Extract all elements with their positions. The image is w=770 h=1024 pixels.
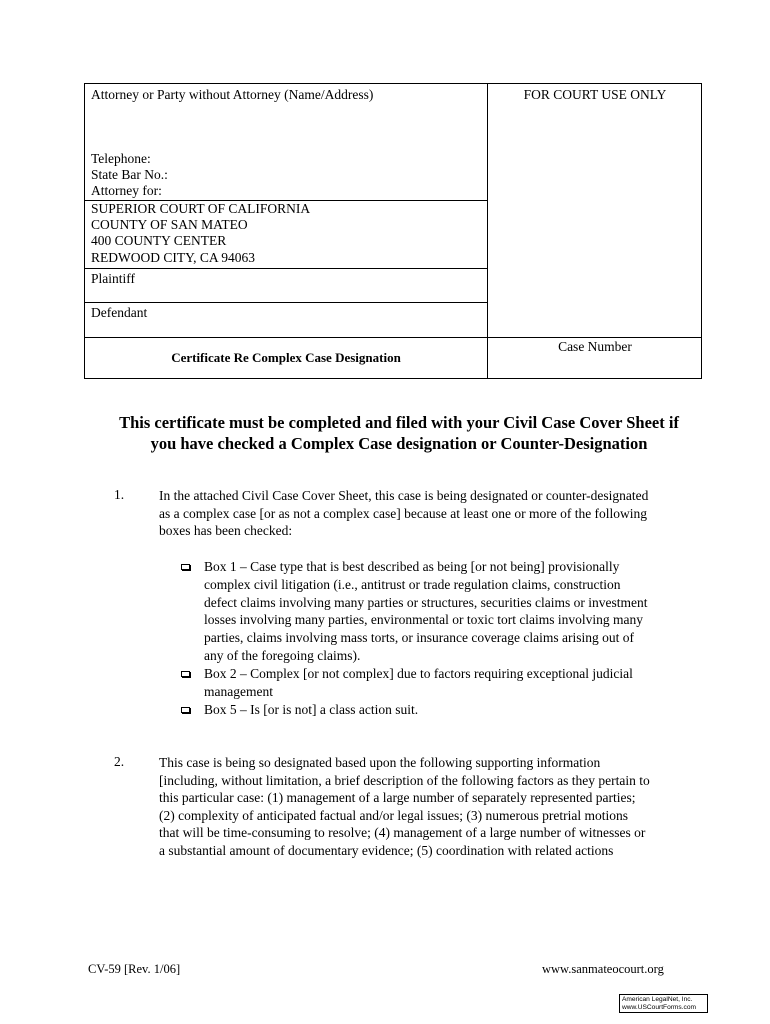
legalnet-name: American LegalNet, Inc. xyxy=(622,996,693,1003)
item-2-line: This case is being so designated based upon the following supporting information xyxy=(159,755,601,770)
box-5-line: Box 5 – Is [or is not] a class action suit. xyxy=(204,702,419,717)
item-2-text xyxy=(159,754,719,860)
form-id: CV-59 [Rev. 1/06] xyxy=(88,962,181,976)
item-1-line: boxes has been checked: xyxy=(159,523,293,539)
item-1-line: as a complex case [or as not a complex case] because at least one or more of the following xyxy=(159,505,648,521)
legalnet-badge xyxy=(619,994,708,1013)
form-title: Certificate Re Complex Case Designation xyxy=(171,350,401,365)
notice-line-2: you have checked a Complex Case designation or Counter-Designation xyxy=(150,434,648,453)
box-2-line: management xyxy=(204,683,273,699)
item-2-line: a substantial amount of documentary evidence; (5) coordination with related actions xyxy=(159,842,614,858)
court-use-label: FOR COURT USE ONLY xyxy=(523,87,667,102)
state-bar-label: State Bar No.: xyxy=(91,167,168,182)
item-2-line: this particular case: (1) management of a large number of separately represented parties; xyxy=(159,790,636,806)
box-5-checkbox[interactable] xyxy=(181,707,190,713)
box-1-line: losses involving many parties, environmental or toxic tort claims involving many xyxy=(204,612,644,628)
case-number-label: Case Number xyxy=(558,339,632,354)
item-1-line: In the attached Civil Case Cover Sheet, this case is being designated or counter-designated xyxy=(159,488,649,503)
attorney-label: Attorney or Party without Attorney (Name/Address) xyxy=(91,87,374,102)
item-2-line: (2) complexity of anticipated factual and/or legal issues; (3) numerous pretrial motions xyxy=(159,807,628,823)
box-1-text xyxy=(204,558,724,665)
box-1-checkbox[interactable] xyxy=(181,564,190,570)
item-2-line: [including, without limitation, a brief description of the following factors as they pertain to xyxy=(159,772,650,788)
notice-heading xyxy=(84,412,714,454)
box-1-line: parties, claims involving mass torts, or insurance coverage claims arising out of xyxy=(204,630,635,646)
court-website: www.sanmateocourt.org xyxy=(542,962,664,976)
box-5-text xyxy=(204,701,724,719)
telephone-label: Telephone: xyxy=(91,151,151,166)
box-1-line: any of the foregoing claims). xyxy=(204,647,361,663)
item-2-number: 2. xyxy=(114,754,125,769)
attorney-for-label: Attorney for: xyxy=(91,183,162,198)
legalnet-url: www.USCourtForms.com xyxy=(622,1004,697,1012)
box-2-line: Box 2 – Complex [or not complex] due to factors requiring exceptional judicial xyxy=(204,666,633,681)
court-address: 400 COUNTY CENTER xyxy=(91,233,227,248)
item-1-text xyxy=(159,487,719,540)
box-1-line: defect claims involving many parties or structures, securities claims or investment xyxy=(204,594,648,610)
notice-line-1: This certificate must be completed and filed with your Civil Case Cover Sheet if xyxy=(119,413,679,432)
court-county: COUNTY OF SAN MATEO xyxy=(91,217,248,232)
court-name: SUPERIOR COURT OF CALIFORNIA xyxy=(91,201,311,216)
box-1-line: complex civil litigation (i.e., antitrust or trade regulation claims, construction xyxy=(204,576,621,592)
item-2-line: that will be time-consuming to resolve; (4) management of a large number of witnesses or xyxy=(159,825,646,841)
court-city: REDWOOD CITY, CA 94063 xyxy=(91,250,256,265)
box-2-text xyxy=(204,665,724,701)
plaintiff-label: Plaintiff xyxy=(91,271,136,286)
box-2-checkbox[interactable] xyxy=(181,671,190,677)
box-1-line: Box 1 – Case type that is best described as being [or not being] provisionally xyxy=(204,559,620,574)
defendant-label: Defendant xyxy=(91,305,148,320)
item-1-number: 1. xyxy=(114,487,125,502)
